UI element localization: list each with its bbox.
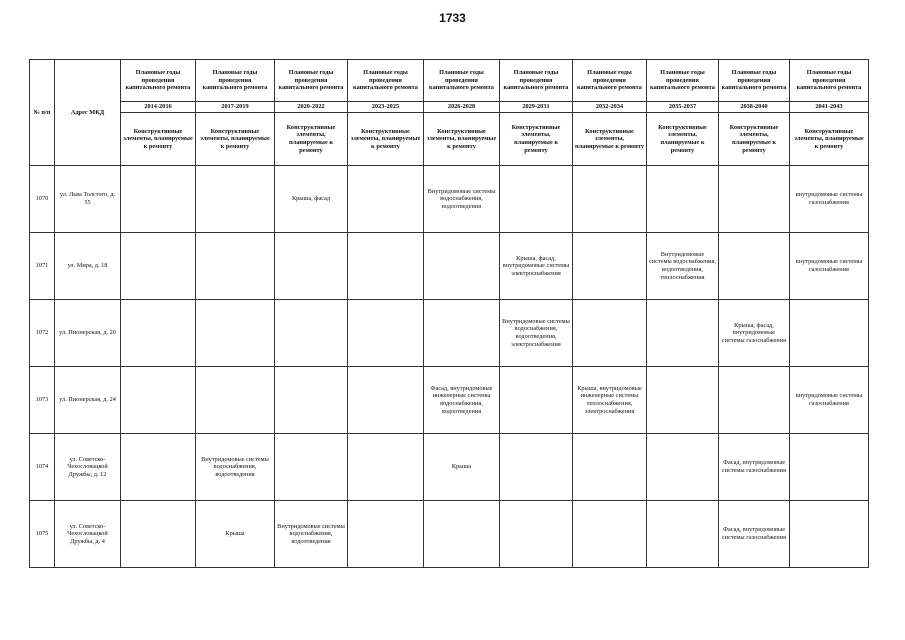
header-planned-years: Плановые годы проведения капитального ремонта <box>196 60 275 102</box>
repair-cell-2041-2043 <box>790 501 869 568</box>
row-number: 1072 <box>30 300 55 367</box>
header-period-2017-2019: 2017-2019 <box>196 102 275 113</box>
repair-cell-2020-2022 <box>275 367 348 434</box>
header-elements: Конструктивные элементы, планируемые к ремонту <box>500 113 573 166</box>
header-elements: Конструктивные элементы, планируемые к ремонту <box>573 113 647 166</box>
header-planned-years: Плановые годы проведения капитального ремонта <box>573 60 647 102</box>
repair-cell-2026-2028: Внутридомовые системы водоснабжения, водоотведения <box>424 166 500 233</box>
repair-cell-2029-2031 <box>500 166 573 233</box>
repair-cell-2014-2016 <box>121 300 196 367</box>
header-period-2041-2043: 2041-2043 <box>790 102 869 113</box>
table-row <box>30 166 869 233</box>
repair-cell-2020-2022: Внутридомовые системы водоснабжения, водоотведения <box>275 501 348 568</box>
repair-cell-2038-2040: Фасад, внутридомовые системы газоснабжения <box>719 501 790 568</box>
repair-cell-2026-2028 <box>424 501 500 568</box>
header-address: Адрес МКД <box>55 60 121 166</box>
repair-cell-2032-2034 <box>573 166 647 233</box>
header-elements: Конструктивные элементы, планируемые к ремонту <box>424 113 500 166</box>
header-num: № п/п <box>30 60 55 166</box>
repair-cell-2035-2037 <box>647 367 719 434</box>
row-address: ул. Пионерская, д. 24 <box>55 367 121 434</box>
repair-cell-2026-2028: Крыша <box>424 434 500 501</box>
repair-cell-2029-2031 <box>500 434 573 501</box>
table-row <box>30 434 869 501</box>
repair-cell-2017-2019 <box>196 233 275 300</box>
header-elements: Конструктивные элементы, планируемые к ремонту <box>348 113 424 166</box>
repair-cell-2014-2016 <box>121 367 196 434</box>
repair-cell-2041-2043: внутридомовые системы газоснабжения <box>790 233 869 300</box>
header-elements: Конструктивные элементы, планируемые к ремонту <box>790 113 869 166</box>
header-elements: Конструктивные элементы, планируемые к ремонту <box>719 113 790 166</box>
table-row <box>30 300 869 367</box>
header-period-2032-2034: 2032-2034 <box>573 102 647 113</box>
repair-cell-2038-2040 <box>719 166 790 233</box>
header-row-periods <box>30 102 869 113</box>
header-planned-years: Плановые годы проведения капитального ремонта <box>275 60 348 102</box>
row-address: ул. Мира, д. 18 <box>55 233 121 300</box>
row-number: 1071 <box>30 233 55 300</box>
repair-cell-2035-2037 <box>647 434 719 501</box>
row-number: 1075 <box>30 501 55 568</box>
header-planned-years: Плановые годы проведения капитального ремонта <box>647 60 719 102</box>
repair-cell-2032-2034 <box>573 434 647 501</box>
table-row <box>30 501 869 568</box>
repair-cell-2020-2022 <box>275 233 348 300</box>
header-planned-years: Плановые годы проведения капитального ремонта <box>121 60 196 102</box>
repair-cell-2029-2031: Внутридомовые системы водоснабжения, водоотведения, электроснабжения <box>500 300 573 367</box>
repair-cell-2020-2022: Крыша, фасад <box>275 166 348 233</box>
repair-cell-2014-2016 <box>121 166 196 233</box>
row-number: 1073 <box>30 367 55 434</box>
repair-cell-2020-2022 <box>275 300 348 367</box>
repair-cell-2038-2040: Крыша, фасад, внутридомовые системы газоснабжения <box>719 300 790 367</box>
header-planned-years: Плановые годы проведения капитального ремонта <box>500 60 573 102</box>
header-period-2023-2025: 2023-2025 <box>348 102 424 113</box>
header-planned-years: Плановые годы проведения капитального ремонта <box>790 60 869 102</box>
header-period-2029-2031: 2029-2031 <box>500 102 573 113</box>
repair-cell-2038-2040 <box>719 233 790 300</box>
repair-cell-2026-2028 <box>424 300 500 367</box>
repair-cell-2023-2025 <box>348 434 424 501</box>
repair-cell-2032-2034: Крыша, внутридомовые инженерные системы теплоснабжения, электроснабжения <box>573 367 647 434</box>
header-elements: Конструктивные элементы, планируемые к ремонту <box>275 113 348 166</box>
repair-cell-2035-2037 <box>647 300 719 367</box>
repair-cell-2029-2031 <box>500 501 573 568</box>
repair-cell-2014-2016 <box>121 233 196 300</box>
repair-cell-2041-2043 <box>790 434 869 501</box>
header-period-2038-2040: 2038-2040 <box>719 102 790 113</box>
row-address: ул. Льва Толстого, д. 55 <box>55 166 121 233</box>
repair-cell-2014-2016 <box>121 434 196 501</box>
repair-cell-2035-2037 <box>647 501 719 568</box>
repair-cell-2038-2040: Фасад, внутридомовые системы газоснабжения <box>719 434 790 501</box>
page-number: 1733 <box>439 11 466 25</box>
header-row-titles <box>30 60 869 102</box>
table-row <box>30 367 869 434</box>
repair-cell-2032-2034 <box>573 501 647 568</box>
row-number: 1074 <box>30 434 55 501</box>
repair-cell-2017-2019 <box>196 166 275 233</box>
repair-cell-2041-2043: внутридомовые системы газоснабжения <box>790 166 869 233</box>
header-period-2035-2037: 2035-2037 <box>647 102 719 113</box>
repair-cell-2041-2043 <box>790 300 869 367</box>
repair-cell-2035-2037: Внутридомовые системы водоснабжения, водоотведения, теплоснабжения <box>647 233 719 300</box>
repair-cell-2023-2025 <box>348 367 424 434</box>
repair-cell-2032-2034 <box>573 233 647 300</box>
repair-cell-2041-2043: внутридомовые системы газоснабжения <box>790 367 869 434</box>
header-elements: Конструктивные элементы, планируемые к ремонту <box>647 113 719 166</box>
header-planned-years: Плановые годы проведения капитального ремонта <box>424 60 500 102</box>
header-period-2026-2028: 2026-2028 <box>424 102 500 113</box>
repair-cell-2023-2025 <box>348 166 424 233</box>
repair-cell-2023-2025 <box>348 233 424 300</box>
repair-cell-2020-2022 <box>275 434 348 501</box>
repair-cell-2014-2016 <box>121 501 196 568</box>
header-elements: Конструктивные элементы, планируемые к ремонту <box>121 113 196 166</box>
row-address: ул. Советско-Чехословацкой Дружбы, д. 12 <box>55 434 121 501</box>
row-address: ул. Советско-Чехословацкой Дружбы, д. 4 <box>55 501 121 568</box>
repair-cell-2029-2031: Крыша, фасад, внутридомовые системы электроснабжения <box>500 233 573 300</box>
table-row <box>30 233 869 300</box>
repair-cell-2035-2037 <box>647 166 719 233</box>
header-planned-years: Плановые годы проведения капитального ремонта <box>719 60 790 102</box>
repair-cell-2017-2019 <box>196 300 275 367</box>
header-period-2014-2016: 2014-2016 <box>121 102 196 113</box>
repair-cell-2017-2019 <box>196 367 275 434</box>
repair-cell-2032-2034 <box>573 300 647 367</box>
capital-repair-plan-table <box>29 59 869 568</box>
repair-cell-2026-2028 <box>424 233 500 300</box>
repair-cell-2038-2040 <box>719 367 790 434</box>
header-row-elements <box>30 113 869 166</box>
row-address: ул. Пионерская, д. 20 <box>55 300 121 367</box>
repair-cell-2023-2025 <box>348 501 424 568</box>
header-period-2020-2022: 2020-2022 <box>275 102 348 113</box>
header-elements: Конструктивные элементы, планируемые к ремонту <box>196 113 275 166</box>
repair-cell-2023-2025 <box>348 300 424 367</box>
repair-cell-2017-2019: Крыша <box>196 501 275 568</box>
repair-cell-2017-2019: Внутридомовые системы водоснабжения, водоотведения <box>196 434 275 501</box>
header-planned-years: Плановые годы проведения капитального ремонта <box>348 60 424 102</box>
repair-cell-2029-2031 <box>500 367 573 434</box>
row-number: 1070 <box>30 166 55 233</box>
repair-cell-2026-2028: Фасад, внутридомовые инженерные системы водоснабжения, водоотведения <box>424 367 500 434</box>
